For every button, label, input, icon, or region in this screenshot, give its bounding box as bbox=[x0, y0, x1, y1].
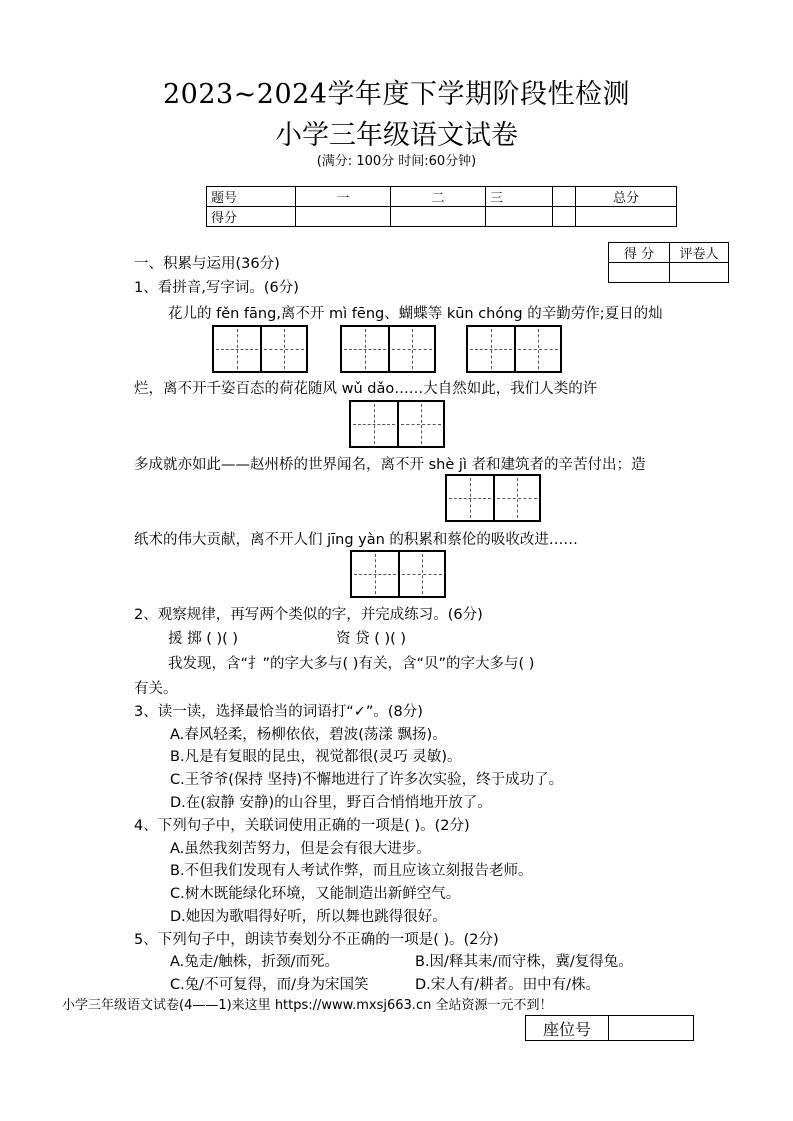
score-table bbox=[206, 186, 677, 227]
answer-cell[interactable] bbox=[447, 476, 493, 520]
exam-subtitle: (满分: 100分 时间:60分钟) bbox=[316, 154, 477, 169]
q5-option-c: C.兔/不可复得，而/身为宋国笑 bbox=[170, 977, 369, 993]
answer-cell[interactable] bbox=[260, 327, 306, 371]
grader-score-label: 得 分 bbox=[609, 243, 670, 263]
score-input-cell[interactable] bbox=[576, 207, 677, 227]
q5-option-b: B.因/释其耒/而守株，冀/复得兔。 bbox=[415, 954, 633, 970]
exam-title-line1: 2023~2024学年度下学期阶段性检测 bbox=[162, 79, 631, 110]
seat-number-input[interactable] bbox=[609, 1016, 694, 1041]
q4-option: C.树木既能绿化环境，又能制造出新鲜空气。 bbox=[170, 886, 461, 902]
score-table-score-row bbox=[207, 207, 677, 227]
score-table-cell: 总分 bbox=[576, 187, 677, 207]
answer-grid-kunchong[interactable] bbox=[466, 325, 562, 373]
grader-name-input[interactable] bbox=[670, 263, 729, 283]
answer-cell[interactable] bbox=[342, 327, 388, 371]
q1-text-line2: 烂，离不开千姿百态的荷花随风 wǔ dǎo……大自然如此，我们人类的许 bbox=[134, 381, 598, 397]
score-input-cell[interactable] bbox=[553, 207, 576, 227]
answer-cell[interactable] bbox=[468, 327, 514, 371]
q4-option: A.虽然我刻苦努力，但是会有很大进步。 bbox=[170, 841, 431, 857]
q5-prompt: 5、下列句子中，朗读节奏划分不正确的一项是( )。(2分) bbox=[134, 932, 499, 948]
answer-cell[interactable] bbox=[351, 402, 397, 446]
grader-box bbox=[608, 242, 729, 283]
q5-option-d: D.宋人有/耕者。田中有/株。 bbox=[415, 977, 601, 993]
page-footer: 小学三年级语文试卷(4——1)来这里 https://www.mxsj663.cn 全站资源一元不到！ bbox=[62, 998, 553, 1013]
q2-chars-group1: 援 掷 ( )( ) bbox=[168, 631, 239, 647]
score-table-header-row bbox=[207, 187, 677, 207]
q1-text-line4: 纸术的伟大贡献，离不开人们 jīng yàn 的积累和蔡伦的吸收改进…… bbox=[134, 532, 578, 548]
answer-cell[interactable] bbox=[493, 476, 539, 520]
q4-option: D.她因为歌唱得好听，所以舞也跳得很好。 bbox=[170, 909, 447, 925]
answer-cell[interactable] bbox=[388, 327, 434, 371]
q5-option-a: A.兔走/触株，折颈/而死。 bbox=[170, 954, 340, 970]
score-table-cell: 题号 bbox=[207, 187, 296, 207]
answer-cell[interactable] bbox=[397, 402, 443, 446]
q2-sentence: 我发现，含“扌”的字大多与( )有关，含“贝”的字大多与( ) bbox=[168, 656, 535, 672]
seat-number-box bbox=[525, 1015, 694, 1041]
answer-cell[interactable] bbox=[214, 327, 260, 371]
exam-title-line2: 小学三年级语文试卷 bbox=[275, 120, 518, 151]
score-table-cell: 一 bbox=[296, 187, 391, 207]
q4-option: B.不但我们发现有人考试作弊，而且应该立刻报告老师。 bbox=[170, 863, 533, 879]
score-input-cell[interactable] bbox=[486, 207, 553, 227]
score-table-cell: 得分 bbox=[207, 207, 296, 227]
q3-option: B.凡是有复眼的昆虫，视觉都很(灵巧 灵敏)。 bbox=[170, 749, 462, 765]
q2-prompt: 2、观察规律，再写两个类似的字，并完成练习。(6分) bbox=[134, 607, 483, 623]
answer-cell[interactable] bbox=[514, 327, 560, 371]
answer-grid-sheji[interactable] bbox=[445, 474, 541, 522]
score-table-cell: 二 bbox=[391, 187, 486, 207]
q3-option: C.王爷爷(保持 坚持)不懈地进行了许多次实验，终于成功了。 bbox=[170, 772, 564, 788]
seat-number-label: 座位号 bbox=[526, 1016, 609, 1041]
grader-score-input[interactable] bbox=[609, 263, 670, 283]
score-table-cell: 三 bbox=[486, 187, 553, 207]
answer-grid-fenfang[interactable] bbox=[212, 325, 308, 373]
score-input-cell[interactable] bbox=[296, 207, 391, 227]
q2-chars-group2: 资 贷 ( )( ) bbox=[336, 631, 407, 647]
q3-option: D.在(寂静 安静)的山谷里，野百合悄悄地开放了。 bbox=[170, 795, 492, 811]
q4-prompt: 4、下列句子中，关联词使用正确的一项是( )。(2分) bbox=[134, 818, 470, 834]
score-input-cell[interactable] bbox=[391, 207, 486, 227]
q1-text-line1: 花儿的 fěn fāng,离不开 mì fēng、蝴蝶等 kūn chóng 的辛勤劳作;夏日的灿 bbox=[168, 306, 663, 322]
q2-sentence-end: 有关。 bbox=[134, 681, 178, 697]
answer-grid-mifeng[interactable] bbox=[340, 325, 436, 373]
answer-cell[interactable] bbox=[352, 552, 398, 596]
section1-heading: 一、积累与运用(36分) bbox=[134, 256, 280, 272]
score-table-cell bbox=[553, 187, 576, 207]
answer-grid-jingyan[interactable] bbox=[350, 550, 446, 598]
q3-option: A.春风轻柔，杨柳依依，碧波(荡漾 飘扬)。 bbox=[170, 727, 447, 743]
answer-grid-wudao[interactable] bbox=[349, 400, 445, 448]
grader-name-label: 评卷人 bbox=[670, 243, 729, 263]
answer-cell[interactable] bbox=[398, 552, 444, 596]
q1-text-line3: 多成就亦如此——赵州桥的世界闻名，离不开 shè jì 者和建筑者的辛苦付出；造 bbox=[134, 457, 646, 473]
q1-prompt: 1、看拼音,写字词。(6分) bbox=[134, 280, 299, 296]
q3-prompt: 3、读一读，选择最恰当的词语打“✓”。(8分) bbox=[134, 704, 423, 720]
